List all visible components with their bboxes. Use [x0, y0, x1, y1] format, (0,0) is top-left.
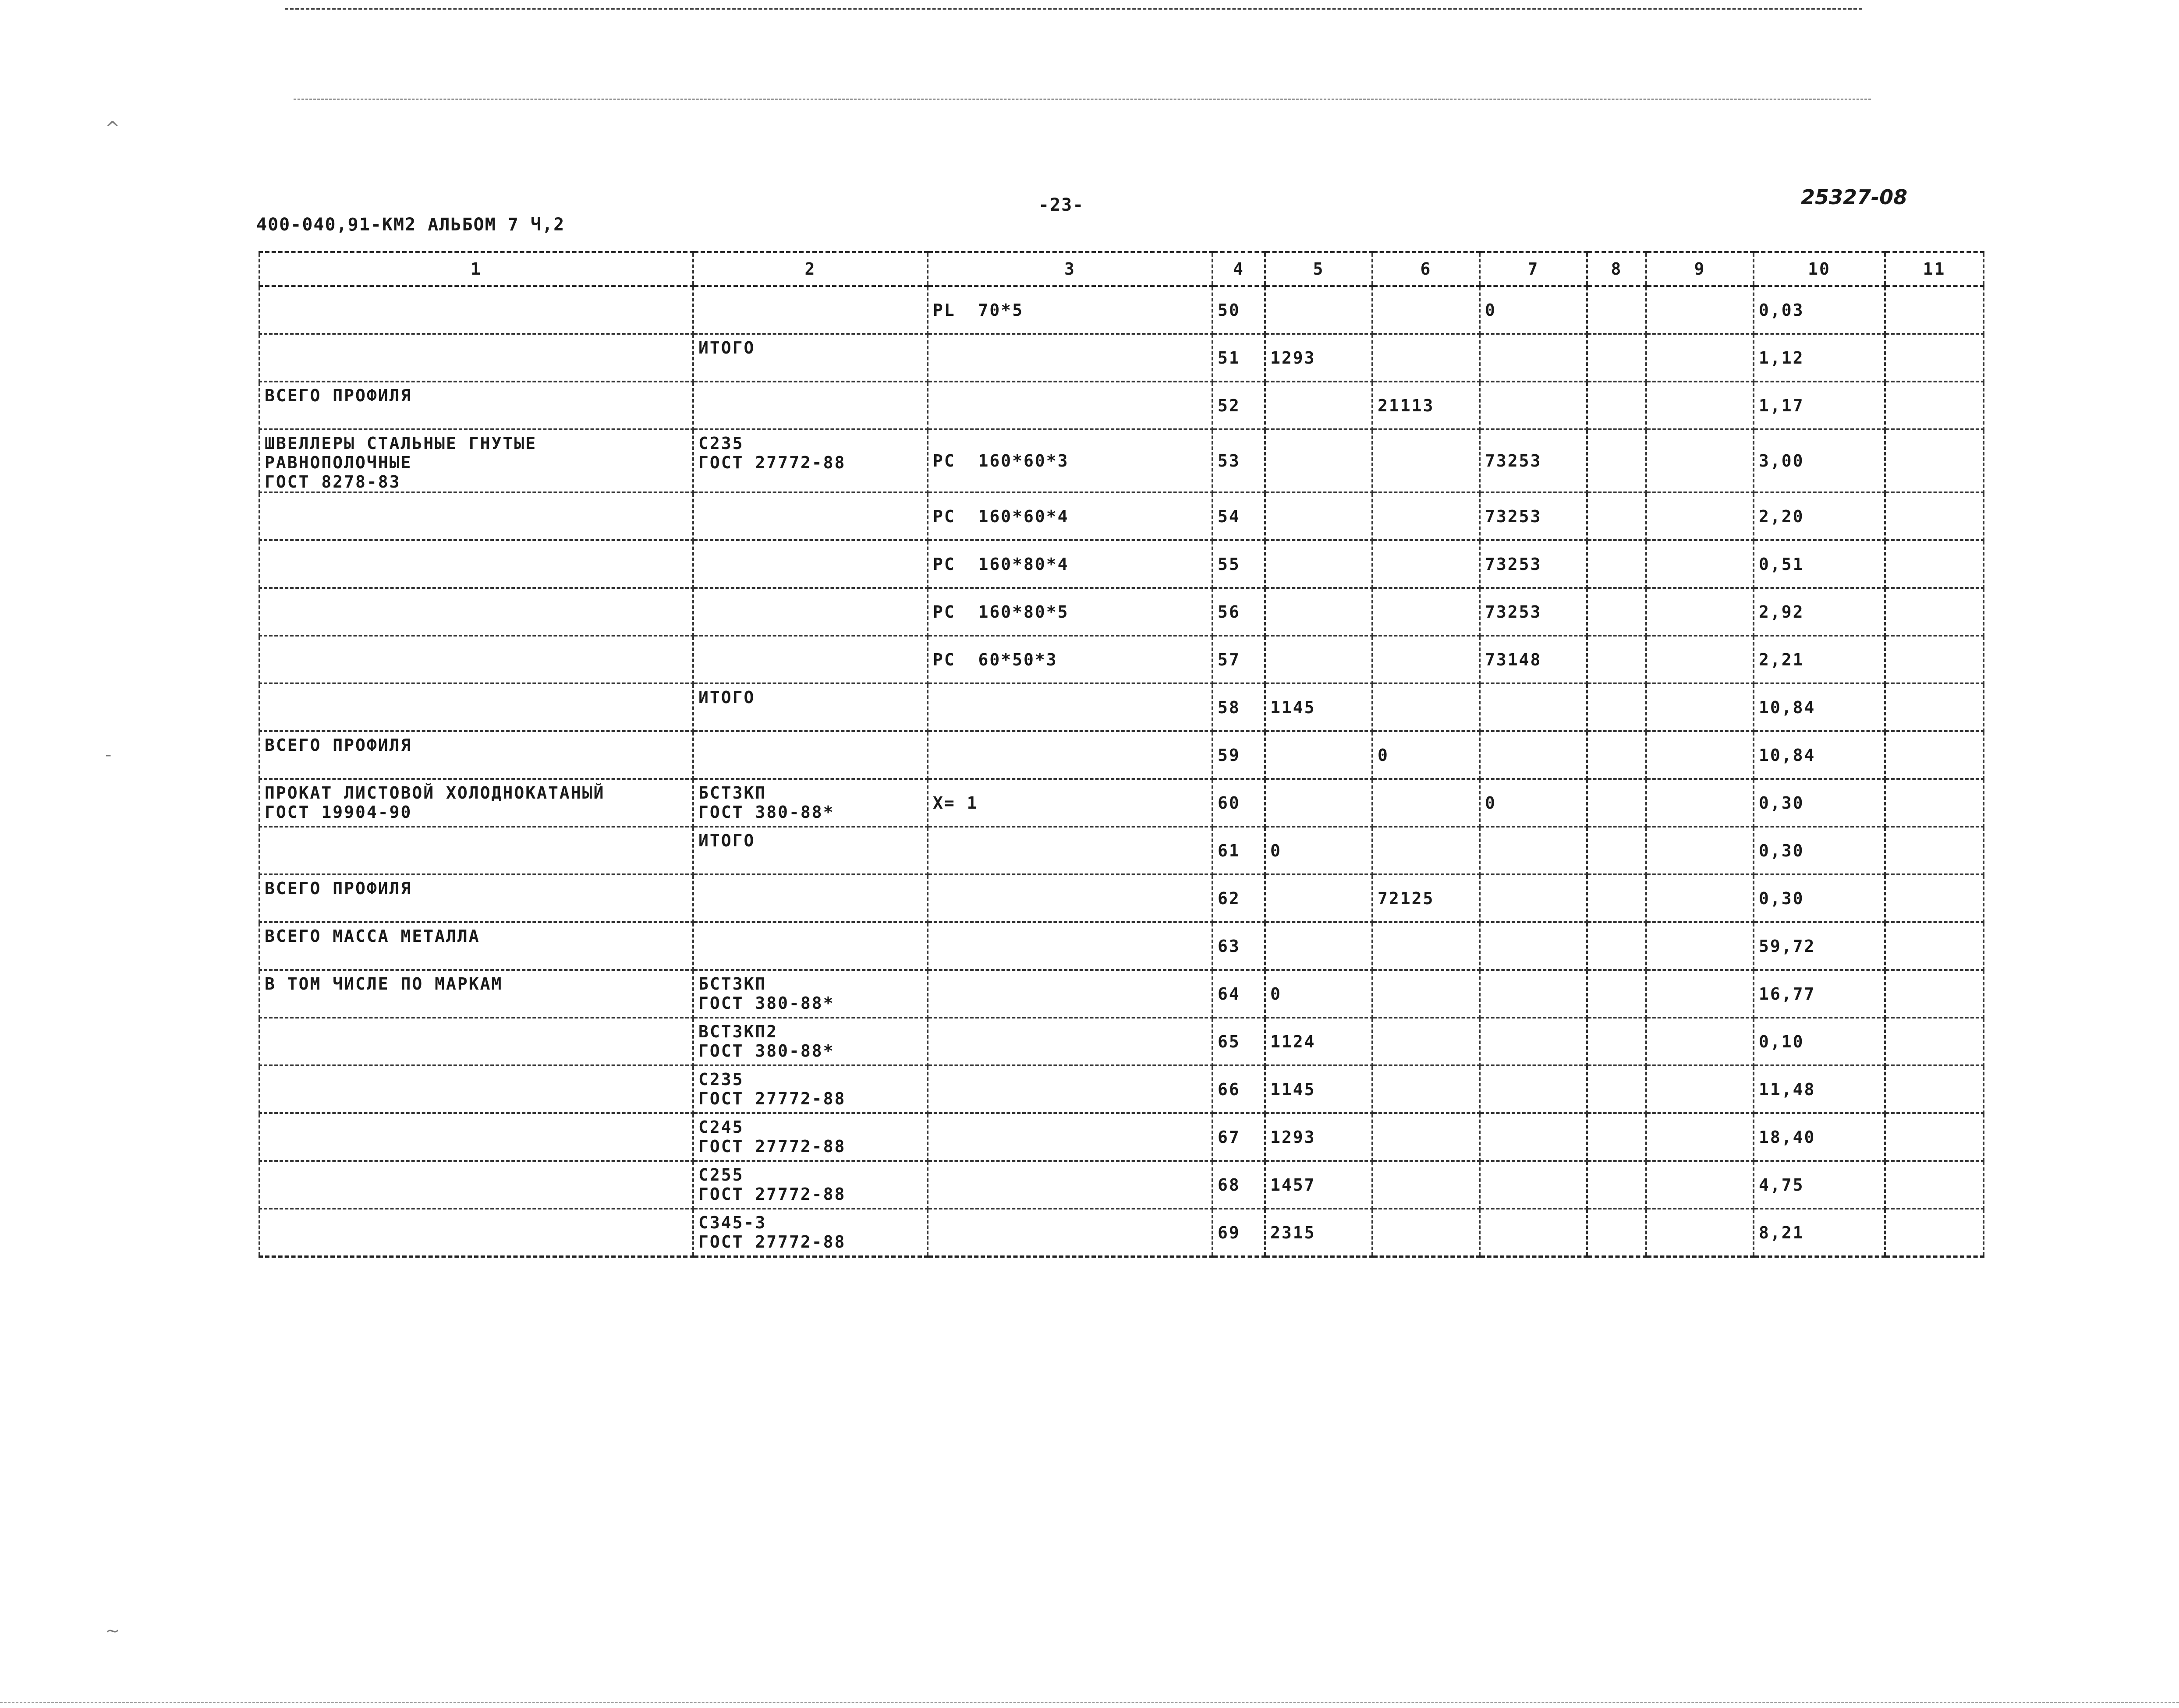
- table-row: [259, 1018, 1984, 1065]
- cell-col-8: [1587, 540, 1646, 588]
- cell-col-9: [1646, 827, 1754, 874]
- cell-col-7: [1480, 874, 1587, 922]
- cell-col-5: [1265, 540, 1372, 588]
- cell-col-11: [1885, 492, 1984, 540]
- cell-col-1: ВСЕГО МАССА МЕТАЛЛА: [259, 922, 693, 970]
- table-row: [259, 382, 1984, 429]
- cell-col-3: [928, 731, 1212, 779]
- cell-col-6: 72125: [1372, 874, 1480, 922]
- cell-col-2: С235 ГОСТ 27772-88: [693, 1065, 928, 1113]
- cell-col-3: PC 160*60*3: [928, 429, 1212, 492]
- cell-col-4: 68: [1212, 1161, 1265, 1209]
- cell-col-11: [1885, 429, 1984, 492]
- cell-col-10: 1,17: [1754, 382, 1885, 429]
- cell-col-4: 60: [1212, 779, 1265, 827]
- cell-col-5: 1145: [1265, 1065, 1372, 1113]
- cell-col-7: 73253: [1480, 429, 1587, 492]
- cell-col-4: 62: [1212, 874, 1265, 922]
- cell-col-7: 0: [1480, 779, 1587, 827]
- cell-col-5: 1145: [1265, 683, 1372, 731]
- cell-col-8: [1587, 827, 1646, 874]
- cell-col-1: [259, 683, 693, 731]
- cell-col-2: БСТ3КП ГОСТ 380-88*: [693, 779, 928, 827]
- cell-col-6: [1372, 683, 1480, 731]
- cell-col-2: [693, 636, 928, 683]
- column-header-11: 11: [1885, 252, 1984, 286]
- cell-col-10: 10,84: [1754, 683, 1885, 731]
- cell-col-10: 11,48: [1754, 1065, 1885, 1113]
- margin-mark: ^: [105, 118, 120, 138]
- cell-col-5: [1265, 588, 1372, 636]
- cell-col-11: [1885, 1209, 1984, 1257]
- margin-mark: ~: [105, 1621, 120, 1641]
- cell-col-4: 51: [1212, 334, 1265, 382]
- cell-col-9: [1646, 334, 1754, 382]
- cell-col-11: [1885, 382, 1984, 429]
- table-row: [259, 731, 1984, 779]
- table-row: [259, 874, 1984, 922]
- cell-col-2: [693, 382, 928, 429]
- cell-col-5: [1265, 922, 1372, 970]
- cell-col-3: [928, 382, 1212, 429]
- cell-col-11: [1885, 683, 1984, 731]
- cell-col-7: [1480, 1161, 1587, 1209]
- cell-col-11: [1885, 588, 1984, 636]
- cell-col-8: [1587, 683, 1646, 731]
- cell-col-7: [1480, 382, 1587, 429]
- cell-col-7: [1480, 922, 1587, 970]
- cell-col-3: [928, 334, 1212, 382]
- cell-col-3: [928, 1209, 1212, 1257]
- cell-col-5: [1265, 874, 1372, 922]
- cell-col-10: 4,75: [1754, 1161, 1885, 1209]
- cell-col-3: [928, 827, 1212, 874]
- cell-col-1: ВСЕГО ПРОФИЛЯ: [259, 731, 693, 779]
- cell-col-11: [1885, 874, 1984, 922]
- cell-col-8: [1587, 492, 1646, 540]
- cell-col-11: [1885, 334, 1984, 382]
- cell-col-6: [1372, 1161, 1480, 1209]
- cell-col-8: [1587, 731, 1646, 779]
- cell-col-1: ВСЕГО ПРОФИЛЯ: [259, 382, 693, 429]
- column-header-4: 4: [1212, 252, 1265, 286]
- cell-col-10: 1,12: [1754, 334, 1885, 382]
- cell-col-6: [1372, 1113, 1480, 1161]
- cell-col-2: ИТОГО: [693, 827, 928, 874]
- cell-col-1: [259, 492, 693, 540]
- cell-col-4: 67: [1212, 1113, 1265, 1161]
- cell-col-8: [1587, 922, 1646, 970]
- table-body: [259, 286, 1984, 1257]
- cell-col-4: 58: [1212, 683, 1265, 731]
- cell-col-2: [693, 731, 928, 779]
- cell-col-1: [259, 636, 693, 683]
- column-header-10: 10: [1754, 252, 1885, 286]
- cell-col-9: [1646, 683, 1754, 731]
- cell-col-6: [1372, 779, 1480, 827]
- cell-col-10: 0,03: [1754, 286, 1885, 334]
- cell-col-8: [1587, 588, 1646, 636]
- cell-col-8: [1587, 1113, 1646, 1161]
- cell-col-7: 73253: [1480, 492, 1587, 540]
- cell-col-2: [693, 922, 928, 970]
- page-number: -23-: [1038, 195, 1084, 215]
- cell-col-7: [1480, 683, 1587, 731]
- cell-col-1: [259, 1161, 693, 1209]
- column-header-2: 2: [693, 252, 928, 286]
- cell-col-8: [1587, 334, 1646, 382]
- cell-col-9: [1646, 779, 1754, 827]
- cell-col-9: [1646, 540, 1754, 588]
- cell-col-10: 2,92: [1754, 588, 1885, 636]
- cell-col-5: [1265, 779, 1372, 827]
- cell-col-5: [1265, 429, 1372, 492]
- cell-col-11: [1885, 1065, 1984, 1113]
- cell-col-4: 61: [1212, 827, 1265, 874]
- cell-col-8: [1587, 1065, 1646, 1113]
- table-row: [259, 922, 1984, 970]
- cell-col-6: [1372, 922, 1480, 970]
- cell-col-11: [1885, 1113, 1984, 1161]
- column-header-7: 7: [1480, 252, 1587, 286]
- cell-col-8: [1587, 874, 1646, 922]
- cell-col-4: 66: [1212, 1065, 1265, 1113]
- cell-col-8: [1587, 636, 1646, 683]
- table-row: [259, 779, 1984, 827]
- cell-col-4: 59: [1212, 731, 1265, 779]
- cell-col-5: 1293: [1265, 1113, 1372, 1161]
- cell-col-11: [1885, 779, 1984, 827]
- table-row: [259, 970, 1984, 1018]
- cell-col-3: [928, 1065, 1212, 1113]
- cell-col-7: [1480, 1065, 1587, 1113]
- cell-col-10: 0,30: [1754, 779, 1885, 827]
- cell-col-7: 73253: [1480, 588, 1587, 636]
- cell-col-2: ИТОГО: [693, 683, 928, 731]
- cell-col-10: 3,00: [1754, 429, 1885, 492]
- cell-col-5: 0: [1265, 970, 1372, 1018]
- cell-col-6: [1372, 429, 1480, 492]
- cell-col-4: 53: [1212, 429, 1265, 492]
- cell-col-10: 0,51: [1754, 540, 1885, 588]
- cell-col-1: [259, 334, 693, 382]
- cell-col-1: [259, 1018, 693, 1065]
- cell-col-8: [1587, 1161, 1646, 1209]
- cell-col-3: PC 60*50*3: [928, 636, 1212, 683]
- cell-col-2: [693, 286, 928, 334]
- cell-col-5: [1265, 636, 1372, 683]
- margin-mark: -: [105, 745, 112, 765]
- cell-col-1: [259, 1113, 693, 1161]
- cell-col-11: [1885, 827, 1984, 874]
- cell-col-1: [259, 286, 693, 334]
- cell-col-2: С345-3 ГОСТ 27772-88: [693, 1209, 928, 1257]
- table-header-row: [259, 252, 1984, 286]
- cell-col-2: С255 ГОСТ 27772-88: [693, 1161, 928, 1209]
- scan-line-ghost: [294, 99, 1871, 100]
- specification-table: [259, 251, 1984, 1258]
- cell-col-8: [1587, 286, 1646, 334]
- cell-col-7: 0: [1480, 286, 1587, 334]
- cell-col-7: [1480, 731, 1587, 779]
- table-row: [259, 1161, 1984, 1209]
- table-row: [259, 492, 1984, 540]
- cell-col-8: [1587, 1018, 1646, 1065]
- cell-col-3: [928, 970, 1212, 1018]
- cell-col-3: PL 70*5: [928, 286, 1212, 334]
- cell-col-6: [1372, 492, 1480, 540]
- cell-col-1: [259, 827, 693, 874]
- cell-col-8: [1587, 382, 1646, 429]
- cell-col-10: 2,21: [1754, 636, 1885, 683]
- cell-col-7: [1480, 1209, 1587, 1257]
- column-header-9: 9: [1646, 252, 1754, 286]
- cell-col-4: 64: [1212, 970, 1265, 1018]
- cell-col-11: [1885, 636, 1984, 683]
- cell-col-4: 65: [1212, 1018, 1265, 1065]
- cell-col-8: [1587, 970, 1646, 1018]
- cell-col-5: [1265, 382, 1372, 429]
- cell-col-11: [1885, 286, 1984, 334]
- cell-col-9: [1646, 1161, 1754, 1209]
- cell-col-5: 1457: [1265, 1161, 1372, 1209]
- cell-col-3: PC 160*60*4: [928, 492, 1212, 540]
- table-row: [259, 286, 1984, 334]
- cell-col-9: [1646, 970, 1754, 1018]
- cell-col-4: 54: [1212, 492, 1265, 540]
- cell-col-10: 59,72: [1754, 922, 1885, 970]
- table-row: [259, 636, 1984, 683]
- cell-col-9: [1646, 1113, 1754, 1161]
- table-row: [259, 683, 1984, 731]
- cell-col-1: [259, 540, 693, 588]
- cell-col-2: [693, 874, 928, 922]
- cell-col-5: 0: [1265, 827, 1372, 874]
- document-code: 400-040,91-КМ2 АЛЬБОМ 7 Ч,2: [256, 215, 565, 235]
- cell-col-1: [259, 1065, 693, 1113]
- cell-col-11: [1885, 731, 1984, 779]
- cell-col-6: 21113: [1372, 382, 1480, 429]
- cell-col-3: [928, 1018, 1212, 1065]
- cell-col-5: [1265, 731, 1372, 779]
- cell-col-9: [1646, 492, 1754, 540]
- cell-col-9: [1646, 731, 1754, 779]
- cell-col-3: PC 160*80*4: [928, 540, 1212, 588]
- cell-col-6: [1372, 636, 1480, 683]
- cell-col-4: 63: [1212, 922, 1265, 970]
- column-header-1: 1: [259, 252, 693, 286]
- cell-col-7: 73148: [1480, 636, 1587, 683]
- cell-col-5: 1293: [1265, 334, 1372, 382]
- cell-col-4: 56: [1212, 588, 1265, 636]
- cell-col-10: 0,30: [1754, 874, 1885, 922]
- cell-col-3: [928, 683, 1212, 731]
- cell-col-11: [1885, 922, 1984, 970]
- table-row: [259, 1113, 1984, 1161]
- cell-col-11: [1885, 970, 1984, 1018]
- cell-col-6: [1372, 286, 1480, 334]
- cell-col-8: [1587, 779, 1646, 827]
- cell-col-3: PC 160*80*5: [928, 588, 1212, 636]
- cell-col-5: 2315: [1265, 1209, 1372, 1257]
- cell-col-7: [1480, 334, 1587, 382]
- cell-col-8: [1587, 429, 1646, 492]
- cell-col-7: [1480, 970, 1587, 1018]
- cell-col-5: [1265, 286, 1372, 334]
- cell-col-9: [1646, 1209, 1754, 1257]
- cell-col-6: [1372, 334, 1480, 382]
- cell-col-6: [1372, 827, 1480, 874]
- table-row: [259, 1209, 1984, 1257]
- cell-col-9: [1646, 922, 1754, 970]
- cell-col-1: ШВЕЛЛЕРЫ СТАЛЬНЫЕ ГНУТЫЕ РАВНОПОЛОЧНЫЕ ГОСТ 8278-83: [259, 429, 693, 492]
- cell-col-6: [1372, 970, 1480, 1018]
- scan-line-top: [285, 8, 1862, 10]
- archive-number: 25327-08: [1801, 185, 1908, 209]
- cell-col-2: ВСТ3КП2 ГОСТ 380-88*: [693, 1018, 928, 1065]
- scan-line-bottom: [0, 1702, 2179, 1703]
- cell-col-2: БСТ3КП ГОСТ 380-88*: [693, 970, 928, 1018]
- cell-col-2: [693, 540, 928, 588]
- cell-col-1: ВСЕГО ПРОФИЛЯ: [259, 874, 693, 922]
- cell-col-5: 1124: [1265, 1018, 1372, 1065]
- cell-col-9: [1646, 874, 1754, 922]
- cell-col-3: [928, 1161, 1212, 1209]
- cell-col-10: 0,10: [1754, 1018, 1885, 1065]
- cell-col-9: [1646, 286, 1754, 334]
- cell-col-6: 0: [1372, 731, 1480, 779]
- cell-col-4: 50: [1212, 286, 1265, 334]
- cell-col-3: [928, 922, 1212, 970]
- cell-col-9: [1646, 588, 1754, 636]
- cell-col-3: X= 1: [928, 779, 1212, 827]
- cell-col-6: [1372, 1065, 1480, 1113]
- cell-col-9: [1646, 1065, 1754, 1113]
- cell-col-10: 0,30: [1754, 827, 1885, 874]
- cell-col-10: 16,77: [1754, 970, 1885, 1018]
- cell-col-10: 10,84: [1754, 731, 1885, 779]
- table-row: [259, 334, 1984, 382]
- cell-col-9: [1646, 636, 1754, 683]
- cell-col-3: [928, 874, 1212, 922]
- cell-col-4: 69: [1212, 1209, 1265, 1257]
- cell-col-2: С235 ГОСТ 27772-88: [693, 429, 928, 492]
- cell-col-7: [1480, 827, 1587, 874]
- table-row: [259, 588, 1984, 636]
- column-header-8: 8: [1587, 252, 1646, 286]
- cell-col-7: [1480, 1113, 1587, 1161]
- column-header-6: 6: [1372, 252, 1480, 286]
- cell-col-2: [693, 588, 928, 636]
- cell-col-4: 55: [1212, 540, 1265, 588]
- table-row: [259, 429, 1984, 492]
- table-row: [259, 827, 1984, 874]
- cell-col-4: 57: [1212, 636, 1265, 683]
- cell-col-7: 73253: [1480, 540, 1587, 588]
- cell-col-11: [1885, 540, 1984, 588]
- cell-col-4: 52: [1212, 382, 1265, 429]
- cell-col-10: 8,21: [1754, 1209, 1885, 1257]
- cell-col-5: [1265, 492, 1372, 540]
- cell-col-1: В ТОМ ЧИСЛЕ ПО МАРКАМ: [259, 970, 693, 1018]
- cell-col-1: [259, 588, 693, 636]
- cell-col-10: 18,40: [1754, 1113, 1885, 1161]
- table-row: [259, 540, 1984, 588]
- cell-col-6: [1372, 1018, 1480, 1065]
- cell-col-9: [1646, 382, 1754, 429]
- cell-col-3: [928, 1113, 1212, 1161]
- cell-col-2: ИТОГО: [693, 334, 928, 382]
- cell-col-6: [1372, 1209, 1480, 1257]
- cell-col-9: [1646, 429, 1754, 492]
- table-row: [259, 1065, 1984, 1113]
- cell-col-2: [693, 492, 928, 540]
- cell-col-8: [1587, 1209, 1646, 1257]
- cell-col-11: [1885, 1018, 1984, 1065]
- cell-col-7: [1480, 1018, 1587, 1065]
- cell-col-6: [1372, 588, 1480, 636]
- cell-col-1: ПРОКАТ ЛИСТОВОЙ ХОЛОДНОКАТАНЫЙ ГОСТ 19904-90: [259, 779, 693, 827]
- column-header-3: 3: [928, 252, 1212, 286]
- cell-col-1: [259, 1209, 693, 1257]
- cell-col-6: [1372, 540, 1480, 588]
- cell-col-11: [1885, 1161, 1984, 1209]
- cell-col-9: [1646, 1018, 1754, 1065]
- cell-col-10: 2,20: [1754, 492, 1885, 540]
- column-header-5: 5: [1265, 252, 1372, 286]
- cell-col-2: С245 ГОСТ 27772-88: [693, 1113, 928, 1161]
